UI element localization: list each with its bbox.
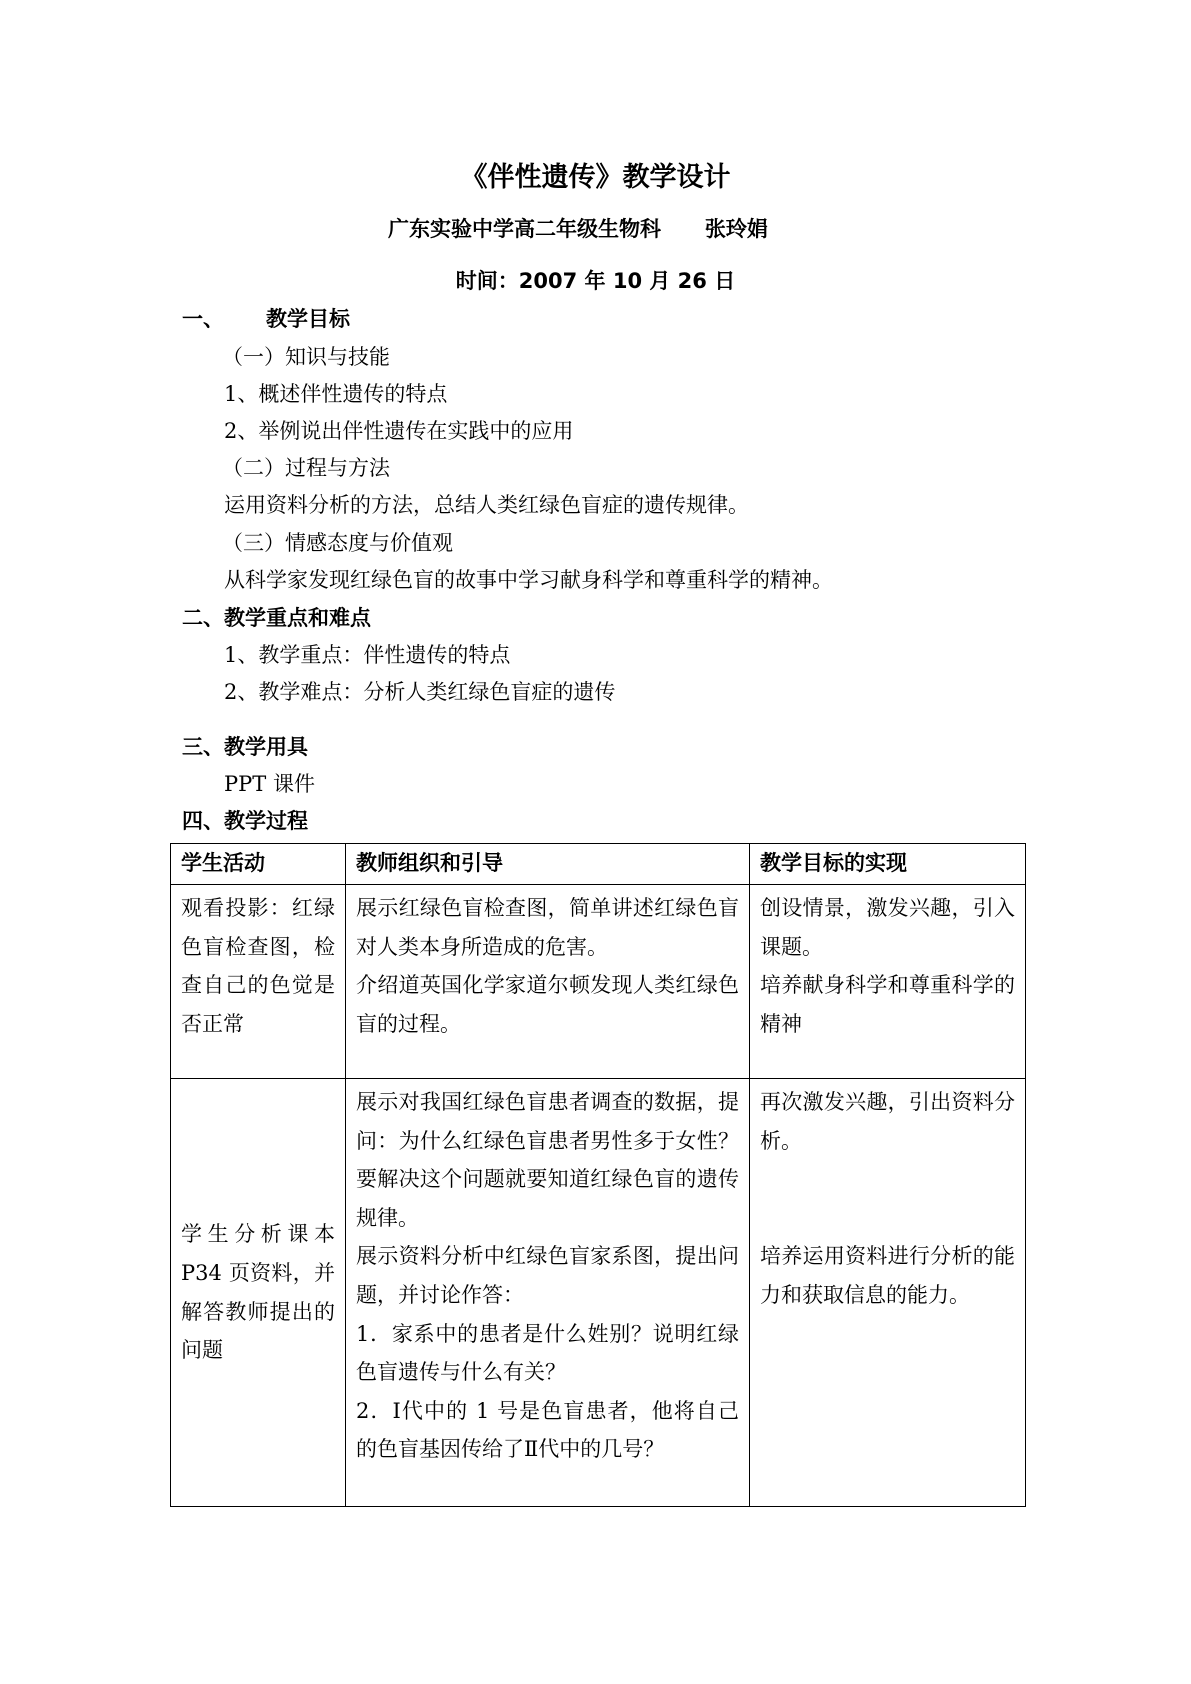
table-row	[171, 1079, 1026, 1507]
section1-item1: 1、概述伴性遗传的特点	[224, 382, 448, 406]
header-teacher-guidance: 教师组织和引导	[346, 844, 750, 885]
section1-sub1: （一）知识与技能	[222, 345, 390, 369]
teaching-process-table	[170, 843, 1026, 1507]
row2-teacher-p3: 1．家系中的患者是什么姓别？说明红绿色盲遗传与什么有关？	[356, 1321, 739, 1385]
table-row	[171, 885, 1026, 1079]
section1-text2: 运用资料分析的方法，总结人类红绿色盲症的遗传规律。	[224, 493, 749, 517]
row2-goal-p1: 再次激发兴趣，引出资料分析。	[760, 1090, 1015, 1153]
row2-teacher-guidance	[346, 1079, 750, 1507]
section1-number: 一、	[182, 307, 224, 331]
row1-teacher-p2: 介绍道英国化学家道尔顿发现人类红绿色盲的过程。	[356, 973, 739, 1036]
section2-item1: 1、教学重点：伴性遗传的特点	[224, 643, 511, 667]
row2-student-activity: 学生分析课本 P34 页资料，并解答教师提出的问题	[171, 1079, 346, 1507]
section1-sub2: （二）过程与方法	[222, 456, 390, 480]
document-date: 时间：2007 年 10 月 26 日	[455, 269, 736, 293]
section4-title: 四、教学过程	[182, 809, 308, 833]
row2-teacher-p2: 展示资料分析中红绿色盲家系图，提出问题，并讨论作答：	[356, 1244, 739, 1307]
row1-teaching-goal	[750, 885, 1026, 1079]
table-header-row	[171, 844, 1026, 885]
document-title: 《伴性遗传》教学设计	[460, 162, 731, 193]
section1-text3: 从科学家发现红绿色盲的故事中学习献身科学和尊重科学的精神。	[224, 568, 833, 592]
row1-student-activity: 观看投影：红绿色盲检查图，检查自己的色觉是否正常	[171, 885, 346, 1079]
row2-teaching-goal	[750, 1079, 1026, 1507]
row1-teacher-guidance	[346, 885, 750, 1079]
row2-goal-p2: 培养运用资料进行分析的能力和获取信息的能力。	[760, 1244, 1015, 1307]
header-student-activity: 学生活动	[171, 844, 346, 885]
row1-teacher-p1: 展示红绿色盲检查图，简单讲述红绿色盲对人类本身所造成的危害。	[356, 896, 739, 959]
section1-item2: 2、举例说出伴性遗传在实践中的应用	[224, 419, 574, 443]
section3-text: PPT 课件	[224, 772, 315, 796]
row2-teacher-p4: 2．Ⅰ代中的 1 号是色盲患者，他将自己的色盲基因传给了Ⅱ代中的几号？	[356, 1398, 739, 1462]
document-subtitle: 广东实验中学高二年级生物科 张玲娟	[388, 217, 768, 241]
row1-goal-p1: 创设情景，激发兴趣，引入课题。	[760, 896, 1015, 959]
section3-title: 三、教学用具	[182, 735, 308, 759]
row2-teacher-p1: 展示对我国红绿色盲患者调查的数据，提问：为什么红绿色盲患者男性多于女性？要解决这个问题就要知道红绿色盲的遗传规律。	[356, 1090, 739, 1230]
header-teaching-goal: 教学目标的实现	[750, 844, 1026, 885]
section1-sub3: （三）情感态度与价值观	[222, 531, 453, 555]
section2-title: 二、教学重点和难点	[182, 606, 371, 630]
section1-title: 教学目标	[266, 307, 350, 331]
section2-item2: 2、教学难点：分析人类红绿色盲症的遗传	[224, 680, 616, 704]
row1-goal-p2: 培养献身科学和尊重科学的精神	[760, 973, 1015, 1036]
